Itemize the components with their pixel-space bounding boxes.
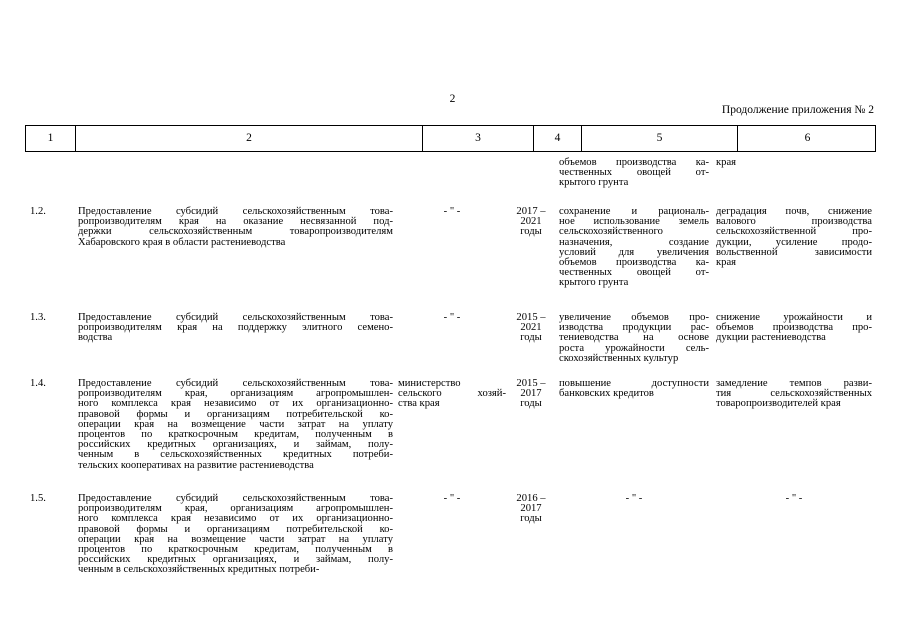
expected-result-line: тениеводства на основе (559, 332, 709, 344)
expected-result-line: повышение доступности (559, 378, 709, 389)
measure-description-line: ропроизводителям края на оказание несвязанной под- (78, 216, 393, 228)
measure-description-line: ного комплекса края независимо от их организационно- (78, 398, 393, 410)
measure-description-line: российских кредитных организациях, и займам, полу- (78, 554, 393, 566)
implementation-period-line: 2017 – (516, 206, 546, 217)
risk-consequence (716, 207, 872, 268)
expected-result (559, 379, 709, 399)
responsible-executor (398, 494, 506, 504)
carryover-risk (716, 158, 872, 168)
responsible-executor-line: ства края (398, 398, 440, 410)
column-header-2: 2 (75, 126, 422, 151)
carryover-result-line: крытого грунта (559, 177, 629, 189)
carryover-result-line: объемов производства ка- (559, 157, 709, 168)
implementation-period-line: 2021 (520, 216, 542, 228)
table-header (25, 125, 876, 152)
responsible-executor-line: сельского хозяй- (398, 388, 506, 400)
expected-result-line: объемов производства ка- (559, 257, 709, 269)
carryover-risk-line: края (716, 157, 737, 168)
implementation-period-line: 2016 – (516, 493, 546, 504)
measure-description-line: операции края на возмещение части затрат на уплату (78, 418, 393, 430)
responsible-executor-line: - " - (443, 312, 461, 323)
measure-description-line: ченным в сельскохозяйственных кредитных потреби- (78, 564, 320, 576)
risk-consequence-line: дукции, усиление продо- (716, 236, 872, 248)
responsible-executor-line: - " - (443, 493, 461, 504)
expected-result-line: увеличение объемов про- (559, 312, 709, 323)
responsible-executor (398, 379, 506, 410)
measure-description-line: ропроизводителям края, организациям агропромышлен- (78, 388, 393, 400)
implementation-period (510, 207, 552, 238)
implementation-period-line: 2015 – (516, 378, 546, 389)
measure-description-line: правовой формы и организациям потребительской ко- (78, 408, 393, 420)
measure-description-line: ропроизводителям края, организациям агропромышлен- (78, 503, 393, 515)
measure-description-line: процентов по краткосрочным кредитам, полученным в (78, 429, 393, 441)
risk-consequence-line: снижение урожайности и (716, 312, 872, 323)
measure-description (78, 494, 393, 576)
expected-result (559, 313, 709, 364)
risk-consequence-line: тия сельскохозяйственных (716, 388, 872, 400)
implementation-period (510, 494, 552, 525)
risk-consequence-line: края (716, 257, 737, 269)
risk-consequence-line: товаропроизводителей края (716, 398, 841, 410)
row-number: 1.2. (30, 206, 46, 217)
carryover-result (559, 158, 709, 189)
implementation-period (510, 379, 552, 410)
expected-result-line: условий для увеличения (559, 246, 709, 258)
measure-description-line: ного комплекса края независимо от их организационно- (78, 513, 393, 525)
measure-description-line: тельских кооперативах на развитие растениеводства (78, 459, 314, 471)
measure-description-line: держки сельскохозяйственным товаропроизводителям (78, 226, 393, 238)
responsible-executor (398, 207, 506, 217)
expected-result-line: банковских кредитов (559, 388, 654, 400)
expected-result-line: роста урожайности сель- (559, 342, 709, 354)
responsible-executor-line: - " - (443, 206, 461, 217)
risk-consequence-line: вольственной зависимости (716, 246, 872, 258)
expected-result-line: сохранение и рациональ- (559, 206, 709, 217)
page-number: 2 (449, 93, 456, 105)
expected-result-line: скохозяйственных культур (559, 352, 679, 364)
expected-result-line: изводства продукции рас- (559, 322, 709, 334)
implementation-period-line: 2015 – (516, 312, 546, 323)
risk-consequence-line: сельскохозяйственной про- (716, 226, 872, 238)
measure-description-line: операции края на возмещение части затрат на уплату (78, 533, 393, 545)
expected-result-line: - " - (625, 493, 643, 504)
column-header-4: 4 (533, 126, 581, 151)
expected-result-line: сельскохозяйственного (559, 226, 663, 238)
measure-description-line: водства (78, 332, 113, 344)
column-header-3: 3 (422, 126, 533, 151)
column-header-6: 6 (737, 126, 877, 151)
implementation-period-line: годы (520, 332, 542, 344)
measure-description-line: Предоставление субсидий сельскохозяйственным това- (78, 378, 393, 389)
implementation-period-line: годы (520, 226, 542, 238)
measure-description (78, 313, 393, 344)
implementation-period-line: 2017 (520, 388, 542, 400)
risk-consequence-line: дукции растениеводства (716, 332, 826, 344)
implementation-period-line: 2017 (520, 503, 542, 515)
expected-result-line: назначения, создание (559, 236, 709, 248)
row-number: 1.3. (30, 312, 46, 323)
measure-description-line: Предоставление субсидий сельскохозяйственным това- (78, 206, 393, 217)
measure-description-line: российских кредитных организациях, и займам, полу- (78, 439, 393, 451)
measure-description-line: процентов по краткосрочным кредитам, полученным в (78, 544, 393, 556)
implementation-period-line: 2021 (520, 322, 542, 334)
column-header-5: 5 (581, 126, 737, 151)
risk-consequence (716, 313, 872, 344)
expected-result-line: крытого грунта (559, 277, 629, 289)
risk-consequence-line: деградация почв, снижение (716, 206, 872, 217)
continuation-heading: Продолжение приложения № 2 (721, 104, 874, 116)
measure-description (78, 379, 393, 471)
expected-result (559, 207, 709, 289)
measure-description-line: ропроизводителям края на поддержку элитного семено- (78, 322, 393, 334)
measure-description (78, 207, 393, 248)
responsible-executor-line: министерство (398, 378, 461, 389)
measure-description-line: Предоставление субсидий сельскохозяйственным това- (78, 312, 393, 323)
row-number: 1.4. (30, 378, 46, 389)
risk-consequence-line: валового производства (716, 216, 872, 228)
carryover-result-line: чественных овощей от- (559, 167, 709, 179)
measure-description-line: правовой формы и организациям потребительской ко- (78, 523, 393, 535)
implementation-period-line: годы (520, 398, 542, 410)
implementation-period (510, 313, 552, 344)
measure-description-line: Предоставление субсидий сельскохозяйственным това- (78, 493, 393, 504)
row-number: 1.5. (30, 493, 46, 504)
measure-description-line: ченным в сельскохозяйственных кредитных потреби- (78, 449, 393, 461)
risk-consequence-line: замедление темпов разви- (716, 378, 872, 389)
measure-description-line: Хабаровского края в области растениеводства (78, 236, 286, 248)
column-header-1: 1 (47, 132, 54, 144)
risk-consequence-line: - " - (785, 493, 803, 504)
expected-result-line: чественных овощей от- (559, 267, 709, 279)
expected-result (559, 494, 709, 504)
responsible-executor (398, 313, 506, 323)
risk-consequence (716, 494, 872, 504)
risk-consequence-line: объемов производства про- (716, 322, 872, 334)
implementation-period-line: годы (520, 513, 542, 525)
expected-result-line: ное использование земель (559, 216, 709, 228)
risk-consequence (716, 379, 872, 410)
